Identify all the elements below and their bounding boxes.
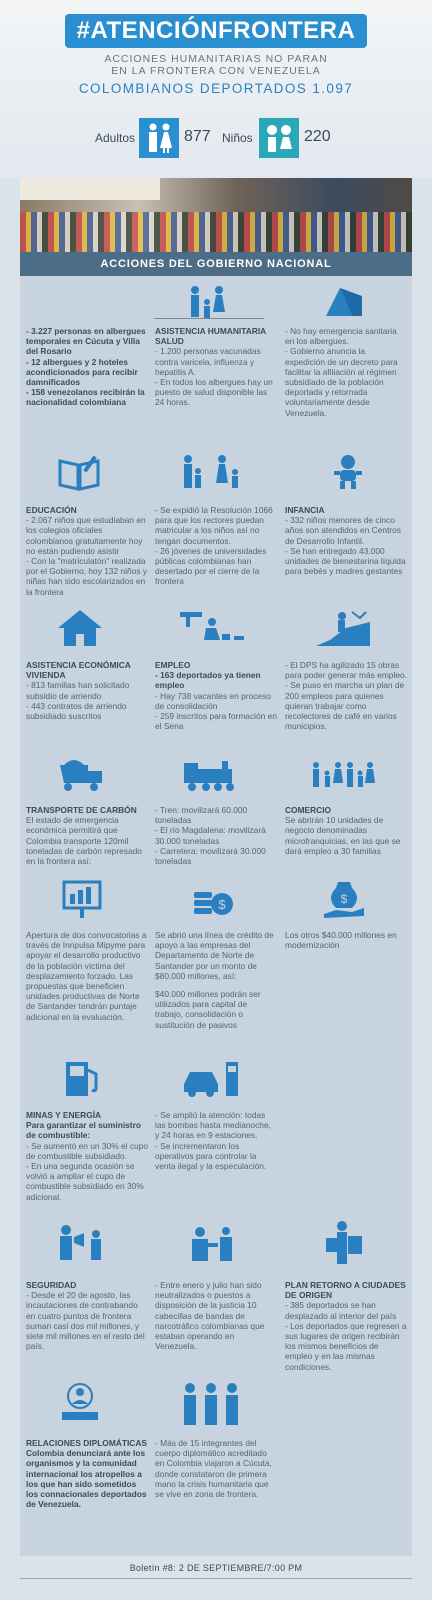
health-text: ASISTENCIA HUMANITARIA SALUD - 1.200 personas vacunadas contra varicela, influenza y hepatitis A. - En todos los albergues hay un puesto de salud disponible las 24 horas. — [155, 326, 273, 408]
subtitle-2: EN LA FRONTERA CON VENEZUELA — [111, 65, 321, 77]
traveler-icon — [322, 1220, 366, 1260]
credit-line-text: Se abrió una línea de crédito de apoyo a las empresas del Departamento de Norte de Santander por un monto de $80.000 millones, así: $40.000 millones podrán ser utilizados para capital de trabajo, consolidación o sustitución de pasivos — [155, 930, 274, 1030]
dps-text: - El DPS ha agilizado 15 obras para poder generar más empleo. - Se puso en marcha un plan de 200 empleos para quienes quieran trabajar como recolectores de café en varios municipios. — [285, 660, 407, 732]
police-icon — [52, 1223, 96, 1263]
adults-icon — [139, 118, 179, 158]
svg-text:$: $ — [340, 892, 348, 906]
subtitle-1: ACCIONES HUMANITARIAS NO PARAN — [104, 53, 328, 65]
housing-text: ASISTENCIA ECONÓMICA VIVIENDA - 813 familias han solicitado subsidio de arriendo - 443 contratos de arriendo subsidiado suscritos — [26, 660, 131, 722]
worker-icon — [176, 608, 220, 648]
house-icon — [58, 608, 102, 648]
commerce-text: COMERCIO Se abrirán 10 unidades de negocio denominadas microfranquicias, en las que se dará empleo a 30 familias — [285, 805, 401, 856]
car-refuel-icon — [182, 1060, 226, 1100]
innpulsa-text: Apertura de dos convocatorias a través de Innpulsa Mipyme para apoyar el desarrollo productivo de la población víctima del desplazamiento forzado. Las propuestas que beneficien unidades productivas de Norte de Santander tendrán puntaje adicional en la evaluación. — [26, 930, 147, 1022]
sanitary-text: - No hay emergencia sanitaria en los albergues. - Gobierno anuncia la expedición de un decreto para facilitar la afiliación al régimen subsidiado de la población deportada y retornada voluntariamente desde Venezuela. — [285, 326, 398, 418]
education-text: EDUCACIÓN - 2.067 niños que estudiaban en los colegios oficiales colombianos gratuitamente hoy no están pudiendo asistir - Con la "matriculatón" realizada por el Gobierno, hoy 132 niños y niñas han sido escolarizados en la frontera — [26, 505, 148, 597]
footer-divider — [20, 1578, 412, 1579]
resolution-text: - Se expidió la Resolución 1066 para que los rectores puedan matricular a los niños así no tengan documentos. - 26 jóvenes de universidades públicas colombianas han desertado por el cierre de la frontera — [155, 505, 273, 587]
kids-label: Niños — [222, 131, 253, 145]
header — [0, 0, 432, 178]
money-hand-icon — [322, 880, 366, 920]
adults-value: 877 — [184, 128, 211, 145]
fuel-pump-icon — [62, 1060, 106, 1100]
return-plan-text: PLAN RETORNO A CIUDADES DE ORIGEN - 385 deportados se han desplazado al interior del país - Los deportados que regresen a sus lugares de origen recibirán los mismos beneficios de empleo y en las mismas condiciones. — [285, 1280, 407, 1372]
security-text: SEGURIDAD - Desde el 20 de agosto, las incautaciones de contrabando en cuatro puntos de frontera suman casi dos mil millones, y siete mil millones en el resto del país. — [26, 1280, 145, 1352]
tent-icon — [322, 282, 366, 322]
kids-icon — [259, 118, 299, 158]
diplomat-laptop-icon — [58, 1382, 102, 1422]
deported-count: COLOMBIANOS DEPORTADOS 1.097 — [78, 81, 354, 96]
coal-transport-text: TRANSPORTE DE CARBÓN El estado de emergencia económica permitirá que Colombia transporte 120mil toneladas de carbón represado en la frontera así: — [26, 805, 142, 867]
diplomatic-relations-text: RELACIONES DIPLOMÁTICAS Colombia denunciará ante los organismos y la comunidad internacional los atropellos a los que han sido sometidos los connacionales deportados de Venezuela. — [26, 1438, 147, 1510]
presentation-board-icon — [62, 880, 106, 920]
svg-text:$: $ — [218, 897, 226, 912]
childhood-text: INFANCIA - 332 niños menores de cinco años son atendidos en Centros de Desarrollo Infantil. - Se han entregado 43.000 unidades de bienestarina líquida para bebés y madres gestantes — [285, 505, 406, 577]
shelters-text: - 3.227 personas en albergues temporales en Cúcuta y Villa del Rosario - 12 albergues y 2 hoteles acondicionados para recibir damnificados - 158 venezolanos recibirán la nacionalidad colombiana — [26, 326, 146, 408]
diplomats-group-icon — [180, 1380, 224, 1420]
modernization-text: Los otros $40.000 millones en modernización — [285, 930, 397, 951]
fuel-stations-text: - Se amplió la atención: todas las bombas hasta medianoche, y 24 horas en 9 estaciones. - Se incrementaron los operativos para controlar la venta ilegal y la especulación. — [155, 1110, 271, 1172]
arrest-icon — [186, 1223, 230, 1263]
section-banner: ACCIONES DEL GOBIERNO NACIONAL — [20, 252, 412, 276]
mines-energy-text: MINAS Y ENERGÍA Para garantizar el suministro de combustible: - Se aumentó en un 30% el cupo de combustible subsidiado. - En una segunda ocasión se volvió a ampliar el cupo de combustible subsidiado en 30% adicional. — [26, 1110, 148, 1202]
adults-label: Adultos — [95, 131, 136, 145]
diplomatic-corps-text: - Más de 15 integrantes del cuerpo diplomático acreditado en Colombia viajaron a Cúcuta, donde constataron de primera mano la crisis humanitaria que se vive en zona de frontera. — [155, 1438, 272, 1500]
crowd-photo — [20, 178, 412, 252]
people-stats — [0, 118, 432, 158]
crowd-shape — [20, 212, 412, 252]
transport-modes-text: - Tren: movilizará 60.000 toneladas - El río Magdalena: movilizará 30.000 toneladas - Carretera: movilizará 30.000 toneladas — [155, 805, 266, 867]
book-icon — [58, 453, 102, 493]
coffee-picker-icon — [316, 608, 360, 648]
families-icon — [310, 755, 354, 795]
tent-shape — [20, 178, 160, 200]
baby-icon — [326, 453, 370, 493]
kids-value: 220 — [304, 128, 331, 145]
family-icon — [186, 282, 230, 322]
coins-icon — [192, 882, 236, 922]
bulletin-footer: Boletín #8: 2 DE SEPTIEMBRE/7:00 PM — [129, 1563, 303, 1573]
divider — [154, 318, 264, 319]
hashtag-title: #ATENCIÓNFRONTERA — [65, 14, 368, 48]
train-icon — [182, 755, 226, 795]
dump-truck-icon — [58, 755, 102, 795]
parent-child-icon — [180, 453, 224, 493]
employment-text: EMPLEO - 163 deportados ya tienen empleo - Hay 738 vacantes en proceso de consolidación - 259 inscritos para formación en el Sena — [155, 660, 277, 732]
neutralized-text: - Entre enero y julio han sido neutralizados o puestos a disposición de la justicia 10 cabecillas de bandas de narcotráfico colombianas que estaban operando en Venezuela. — [155, 1280, 265, 1352]
